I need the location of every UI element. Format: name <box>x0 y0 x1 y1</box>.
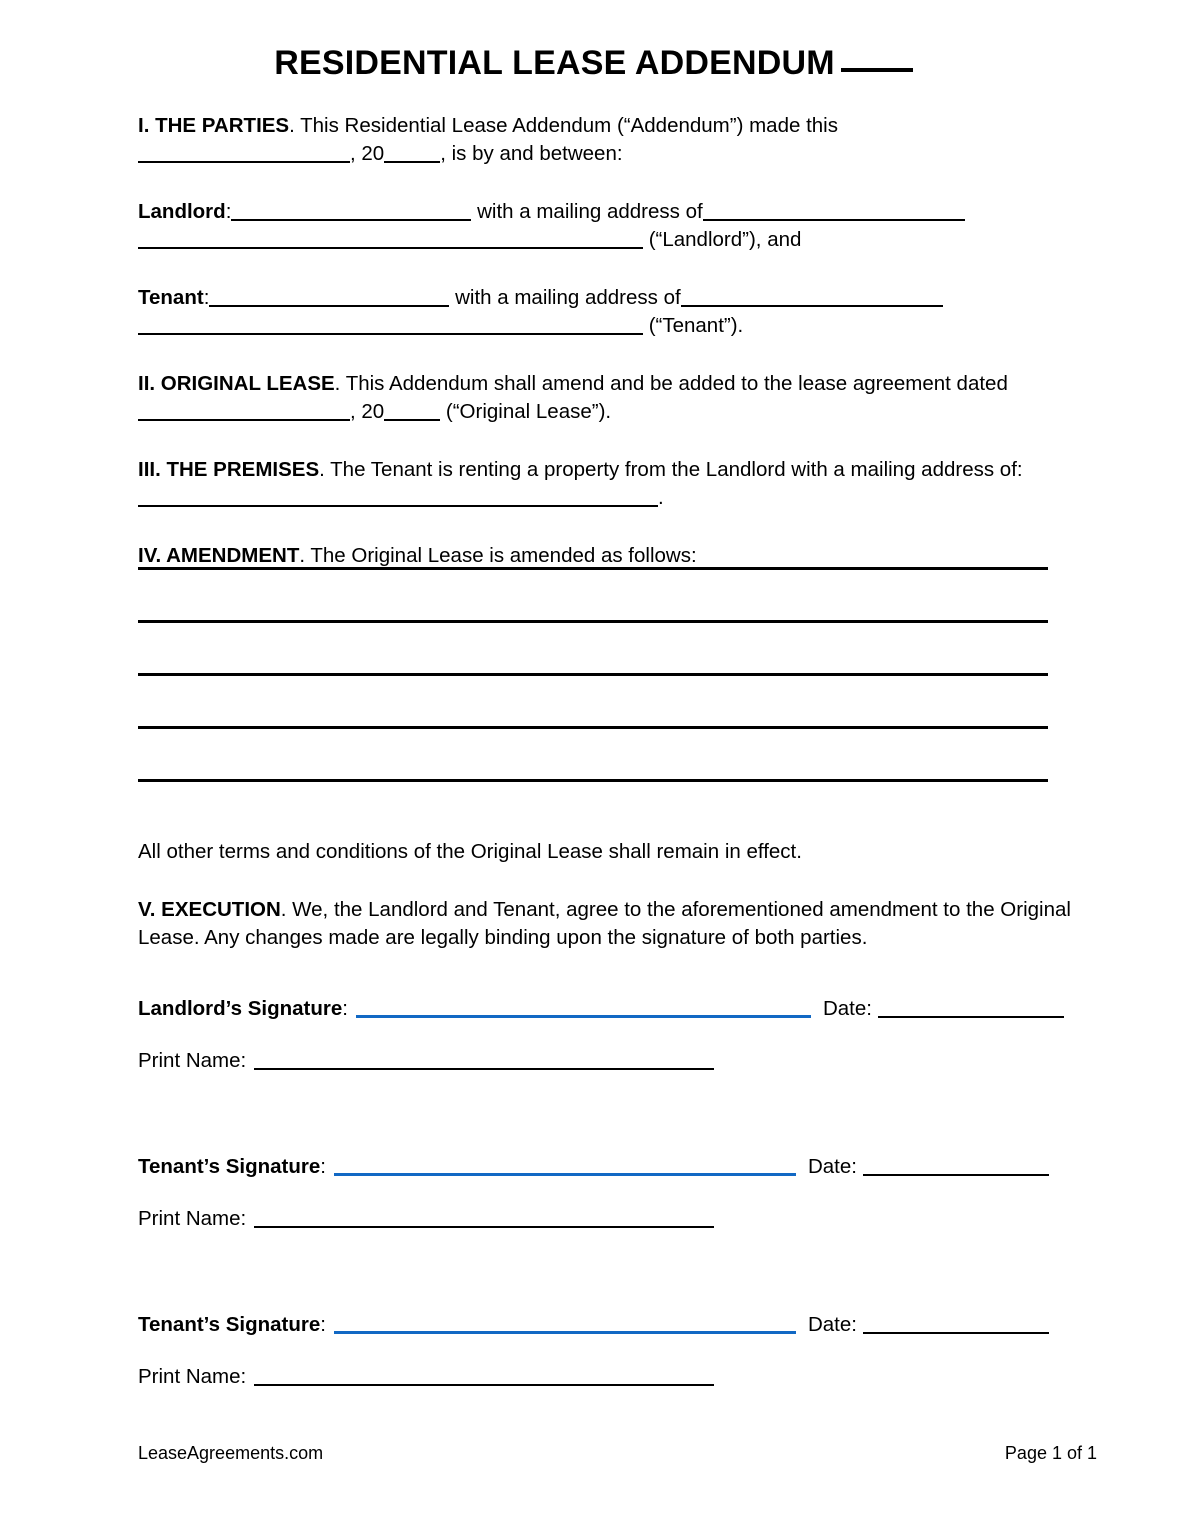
tenant-signature-colon-1: : <box>320 1155 326 1178</box>
tenant-print-name-row-1 <box>138 1207 1118 1235</box>
landlord-mailing-text: with a mailing address of <box>477 200 703 223</box>
tenant-print-name-label-1: Print Name: <box>138 1207 247 1230</box>
tenant-print-name-field-1[interactable] <box>254 1226 714 1228</box>
closing-note: All other terms and conditions of the Original Lease shall remain in effect. <box>138 840 802 863</box>
section-parties-heading: I. THE PARTIES <box>138 114 290 137</box>
title-blank-field[interactable] <box>841 68 913 72</box>
tenant-signature-row-1 <box>138 1155 1118 1183</box>
tenant-address-blank-2[interactable] <box>138 333 643 335</box>
section-premises <box>138 456 1050 512</box>
document-body <box>138 112 1050 570</box>
signature-area <box>138 997 1118 1393</box>
original-lease-suffix: (“Original Lease”). <box>445 400 612 423</box>
section-parties-line1: . This Residential Lease Addendum (“Addendum”) made this <box>289 114 838 137</box>
tenant-print-name-label-2: Print Name: <box>138 1365 247 1388</box>
premises-period: . <box>658 486 664 509</box>
amendment-blank-line[interactable] <box>138 779 1048 782</box>
landlord-signature-label-text: Landlord’s Signature <box>138 997 343 1020</box>
footer-page-number: Page 1 of 1 <box>1004 1443 1097 1463</box>
landlord-print-name-field[interactable] <box>254 1068 714 1070</box>
landlord-signature-row <box>138 997 1118 1025</box>
tenant-signature-label-1 <box>138 1155 326 1178</box>
tenant-address-blank-1[interactable] <box>681 305 943 307</box>
section-parties <box>138 112 1050 168</box>
tenant-label: Tenant <box>138 286 204 309</box>
page-footer <box>138 1443 1097 1464</box>
tenant-date-label-1: Date: <box>807 1155 857 1178</box>
page-title <box>0 44 1187 83</box>
tenant-signature-row-2 <box>138 1313 1118 1341</box>
parties-line2-suffix: , is by and between: <box>440 142 623 165</box>
landlord-print-name-row <box>138 1049 1118 1077</box>
landlord-label: Landlord <box>138 200 226 223</box>
landlord-signature-label <box>138 997 348 1020</box>
tenant-date-field-1[interactable] <box>863 1174 1049 1176</box>
premises-address-blank[interactable] <box>138 505 658 507</box>
tenant-mailing-text: with a mailing address of <box>455 286 681 309</box>
landlord-address-blank-2[interactable] <box>138 247 643 249</box>
section-execution-text: . We, the Landlord and Tenant, agree to the aforementioned amendment to the Original Lease. Any changes made are legally binding upon the signature of both parties. <box>138 898 1071 949</box>
section-amendment <box>138 542 1050 570</box>
section-execution <box>138 896 1090 952</box>
tenant-block <box>138 284 1050 340</box>
section-premises-heading: III. THE PREMISES <box>138 458 320 481</box>
landlord-address-blank-1[interactable] <box>703 219 965 221</box>
landlord-closing-text: (“Landlord”), and <box>648 228 802 251</box>
tenant-colon: : <box>203 286 210 309</box>
page-title-text: RESIDENTIAL LEASE ADDENDUM <box>274 44 835 82</box>
landlord-name-blank[interactable] <box>231 219 471 221</box>
tenant-signature-field-2[interactable] <box>334 1331 796 1334</box>
section-original-lease-heading: II. ORIGINAL LEASE <box>138 372 335 395</box>
amendment-blank-line[interactable] <box>138 567 1048 570</box>
section-amendment-heading: IV. AMENDMENT <box>138 544 300 567</box>
tenant-name-blank[interactable] <box>209 305 449 307</box>
tenant-print-name-row-2 <box>138 1365 1118 1393</box>
amendment-blank-line[interactable] <box>138 620 1048 623</box>
section-original-lease <box>138 370 1050 426</box>
tenant-signature-label-1-text: Tenant’s Signature <box>138 1155 321 1178</box>
closing-area <box>138 838 1090 952</box>
section-amendment-text: . The Original Lease is amended as follows: <box>299 544 697 567</box>
parties-year-blank[interactable] <box>384 161 440 163</box>
amendment-blank-line[interactable] <box>138 673 1048 676</box>
original-lease-year-blank[interactable] <box>384 419 440 421</box>
amendment-write-in-area <box>138 567 1048 832</box>
tenant-signature-field-1[interactable] <box>334 1173 796 1176</box>
tenant-print-name-field-2[interactable] <box>254 1384 714 1386</box>
landlord-block <box>138 198 1050 254</box>
landlord-date-field[interactable] <box>878 1016 1064 1018</box>
tenant-signature-label-2-text: Tenant’s Signature <box>138 1313 321 1336</box>
section-execution-heading: V. EXECUTION <box>138 898 281 921</box>
section-original-lease-text: . This Addendum shall amend and be added to the lease agreement dated <box>334 372 1008 395</box>
tenant-date-label-2: Date: <box>807 1313 857 1336</box>
footer-site-name: LeaseAgreements.com <box>138 1443 324 1463</box>
tenant-closing-text: (“Tenant”). <box>648 314 744 337</box>
landlord-print-name-label: Print Name: <box>138 1049 247 1072</box>
tenant-signature-colon-2: : <box>320 1313 326 1336</box>
original-lease-date-blank[interactable] <box>138 419 350 421</box>
landlord-signature-field[interactable] <box>356 1015 811 1018</box>
landlord-signature-colon: : <box>342 997 348 1020</box>
parties-year-prefix: , 20 <box>350 142 385 165</box>
amendment-blank-line[interactable] <box>138 726 1048 729</box>
tenant-signature-label-2 <box>138 1313 326 1336</box>
tenant-date-field-2[interactable] <box>863 1332 1049 1334</box>
original-lease-year-prefix: , 20 <box>350 400 385 423</box>
landlord-date-label: Date: <box>822 997 872 1020</box>
parties-date-blank[interactable] <box>138 161 350 163</box>
section-premises-text: . The Tenant is renting a property from the Landlord with a mailing address of: <box>319 458 1023 481</box>
landlord-colon: : <box>225 200 232 223</box>
